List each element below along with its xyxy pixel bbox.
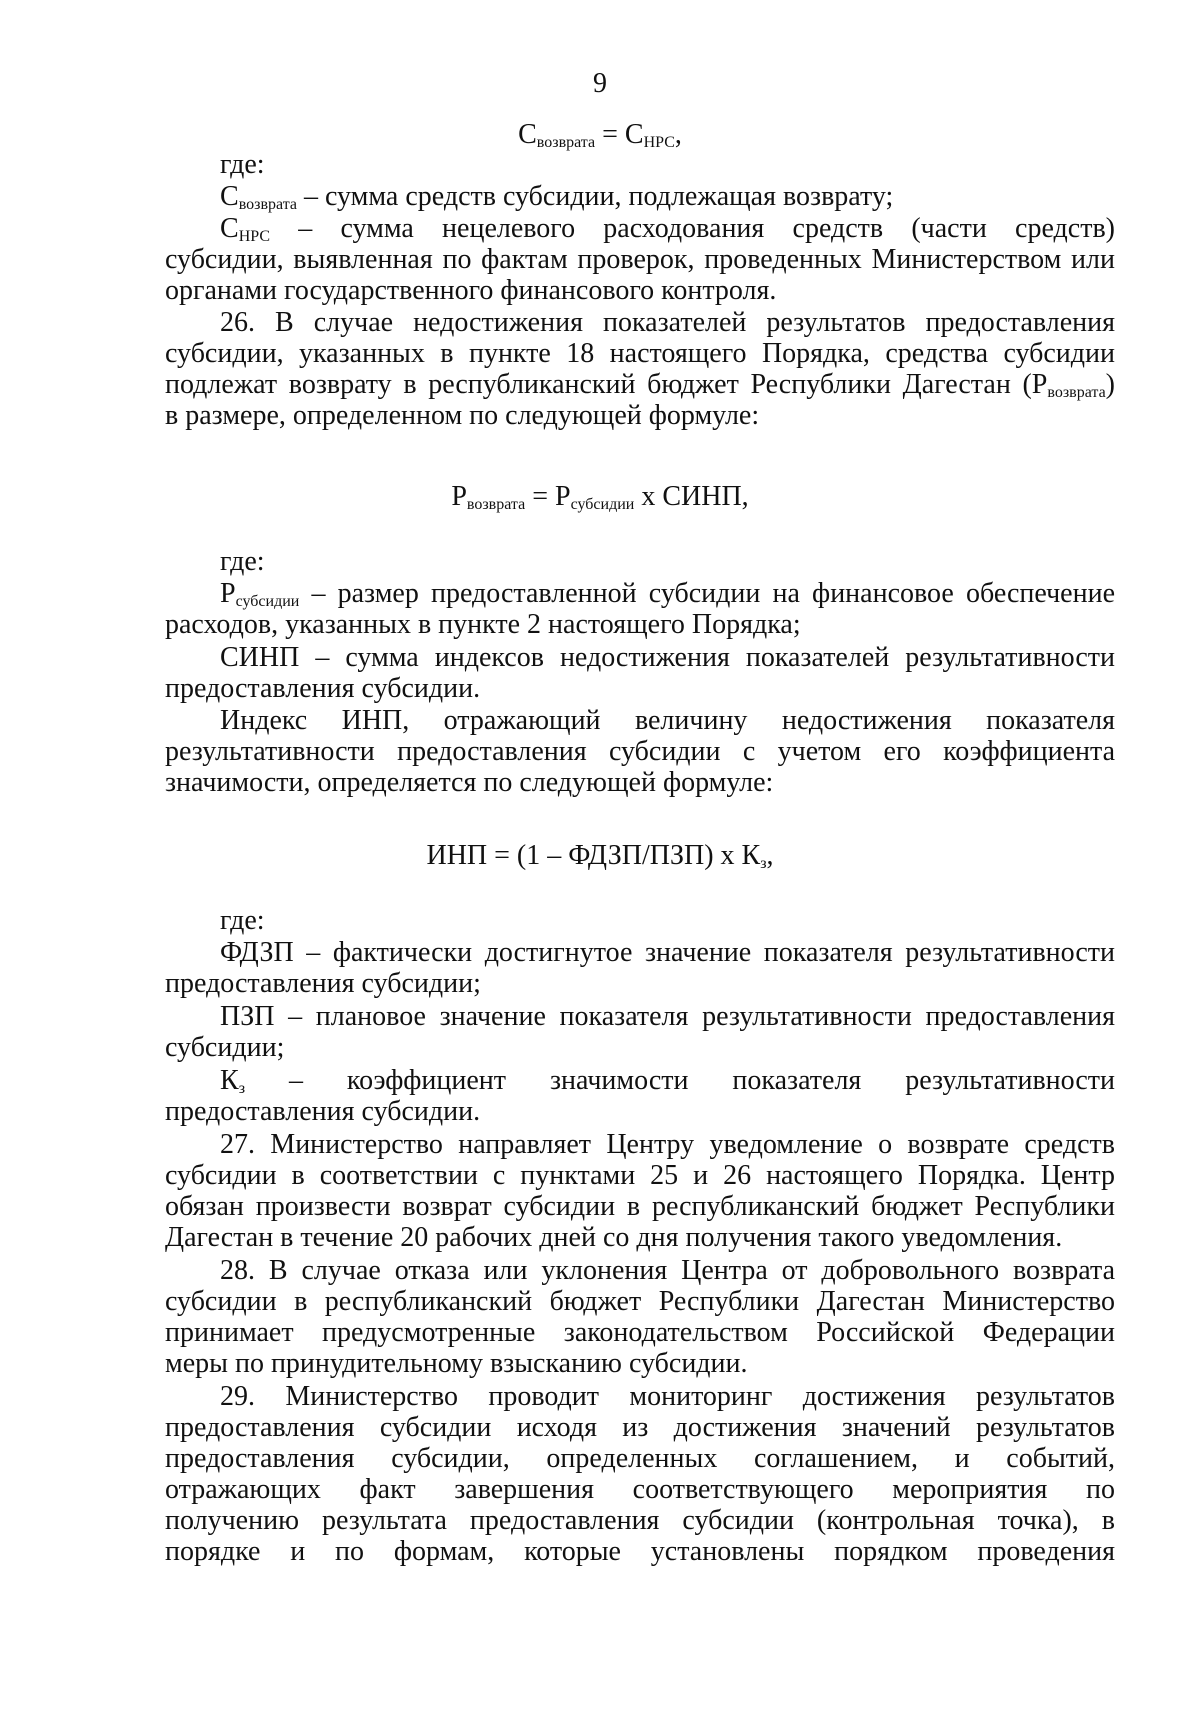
- paragraph-26-line: 26. В случае недостижения показателей результатов предоставления: [220, 307, 1115, 338]
- text-line: субсидии в соответствии с пунктами 25 и 26 настоящего Порядка. Центр: [165, 1160, 1115, 1191]
- text-line: в размере, определенном по следующей формуле:: [165, 400, 760, 431]
- text-line: получению результата предоставления субсидии (контрольная точка), в: [165, 1505, 1115, 1536]
- text-line: субсидии, выявленная по фактам проверок, проведенных Министерством или: [165, 244, 1115, 275]
- where-label: где:: [220, 546, 265, 577]
- text-line: органами государственного финансового контроля.: [165, 275, 777, 306]
- paragraph-29-line: 29. Министерство проводит мониторинг достижения результатов: [220, 1381, 1115, 1412]
- text-line: отражающих факт завершения соответствующего мероприятия по: [165, 1474, 1115, 1505]
- formula-inp: ИНП = (1 – ФДЗП/ПЗП) х $К_з$,: [426, 840, 774, 872]
- definition-inp-line: Индекс ИНП, отражающий величину недостижения показателя: [220, 705, 1115, 736]
- paragraph-27-line: 27. Министерство направляет Центру уведомление о возврате средств: [220, 1129, 1115, 1160]
- text-line: расходов, указанных в пункте 2 настоящего Порядка;: [165, 609, 801, 640]
- text-line: субсидии, указанных в пункте 18 настоящего Порядка, средства субсидии: [165, 338, 1115, 369]
- text-line: субсидии в республиканский бюджет Республики Дагестан Министерство: [165, 1286, 1115, 1317]
- text-line: предоставления субсидии исходя из достижения значений результатов: [165, 1412, 1115, 1443]
- where-label: где:: [220, 905, 265, 936]
- text-line: результативности предоставления субсидии с учетом его коэффициента: [165, 736, 1115, 767]
- page-number: 9: [593, 68, 607, 99]
- definition-c-nrs-line: $С_{НРС}$ – сумма нецелевого расходования средств (части средств): [220, 213, 1115, 245]
- text-line: Дагестан в течение 20 рабочих дней со дня получения такого уведомления.: [165, 1222, 1063, 1253]
- formula-c-return: $С_{возврата} = С_{НРС}$,: [518, 119, 682, 151]
- text-line: подлежат возврату в республиканский бюджет Республики Дагестан $(Р_{возврата})$: [165, 369, 1115, 401]
- text-line: меры по принудительному взысканию субсидии.: [165, 1348, 748, 1379]
- text-line: предоставления субсидии.: [165, 1096, 481, 1127]
- definition-p-subsidy-line: $Р_{субсидии}$ – размер предоставленной субсидии на финансовое обеспечение: [220, 578, 1115, 610]
- definition-fdzp-line: ФДЗП – фактически достигнутое значение показателя результативности: [220, 937, 1115, 968]
- text-line: порядке и по формам, которые установлены порядком проведения: [165, 1536, 1115, 1567]
- text-line: принимает предусмотренные законодательством Российской Федерации: [165, 1317, 1115, 1348]
- definition-sinp-line: СИНП – сумма индексов недостижения показателей результативности: [220, 642, 1115, 673]
- text-line: обязан произвести возврат субсидии в республиканский бюджет Республики: [165, 1191, 1115, 1222]
- where-label: где:: [220, 149, 265, 180]
- text-line: предоставления субсидии, определенных соглашением, и событий,: [165, 1443, 1115, 1474]
- formula-p-return: $Р_{возврата} = Р_{субсидии}$ х СИНП,: [451, 481, 749, 513]
- definition-pzp-line: ПЗП – плановое значение показателя результативности предоставления: [220, 1001, 1115, 1032]
- definition-kz-line: $К_з$ – коэффициент значимости показателя результативности: [220, 1065, 1115, 1097]
- text-line: предоставления субсидии.: [165, 673, 481, 704]
- text-line: значимости, определяется по следующей формуле:: [165, 767, 774, 798]
- text-line: субсидии;: [165, 1032, 285, 1063]
- text-line: предоставления субсидии;: [165, 968, 481, 999]
- definition-c-return: $С_{возврата}$ – сумма средств субсидии, подлежащая возврату;: [220, 181, 894, 213]
- paragraph-28-line: 28. В случае отказа или уклонения Центра от добровольного возврата: [220, 1255, 1115, 1286]
